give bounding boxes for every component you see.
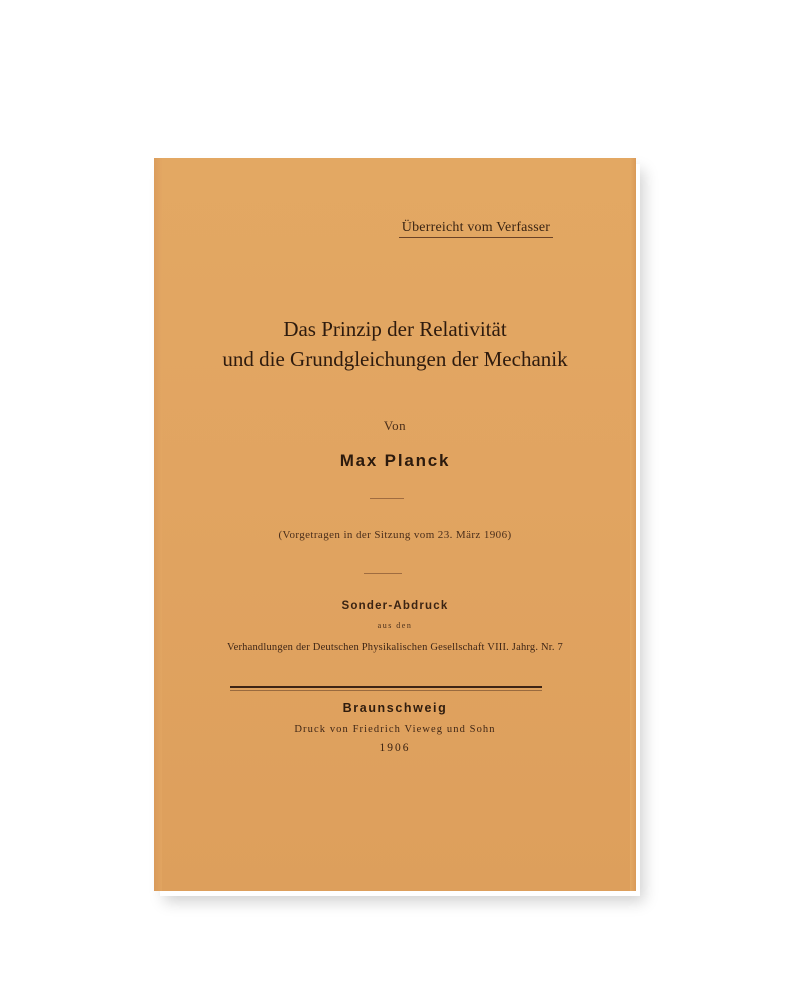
imprint-rule bbox=[230, 686, 542, 688]
presented-by-author-note: Überreicht vom Verfasser bbox=[401, 220, 551, 235]
pamphlet-cover bbox=[154, 158, 636, 891]
journal-reference: Verhandlungen der Deutschen Physikalischen Gesellschaft VIII. Jahrg. Nr. 7 bbox=[226, 642, 564, 653]
from-label: aus den bbox=[377, 621, 413, 630]
imprint-rule-thin bbox=[230, 690, 542, 691]
divider-rule bbox=[364, 573, 402, 574]
presented-note-underline bbox=[399, 237, 553, 238]
publication-year: 1906 bbox=[379, 742, 411, 754]
page-edge bbox=[630, 158, 636, 891]
title-line-2: und die Grundgleichungen der Mechanik bbox=[222, 347, 568, 371]
printer-line: Druck von Friedrich Vieweg und Sohn bbox=[294, 724, 496, 735]
divider-rule bbox=[370, 498, 404, 499]
offprint-label: Sonder-Abdruck bbox=[341, 600, 449, 612]
publisher-city: Braunschweig bbox=[342, 701, 448, 715]
title-line-1: Das Prinzip der Relativität bbox=[283, 317, 507, 341]
lecture-note: (Vorgetragen in der Sitzung vom 23. März 1906) bbox=[278, 529, 512, 541]
author-name: Max Planck bbox=[339, 451, 451, 470]
by-label: Von bbox=[383, 418, 407, 433]
